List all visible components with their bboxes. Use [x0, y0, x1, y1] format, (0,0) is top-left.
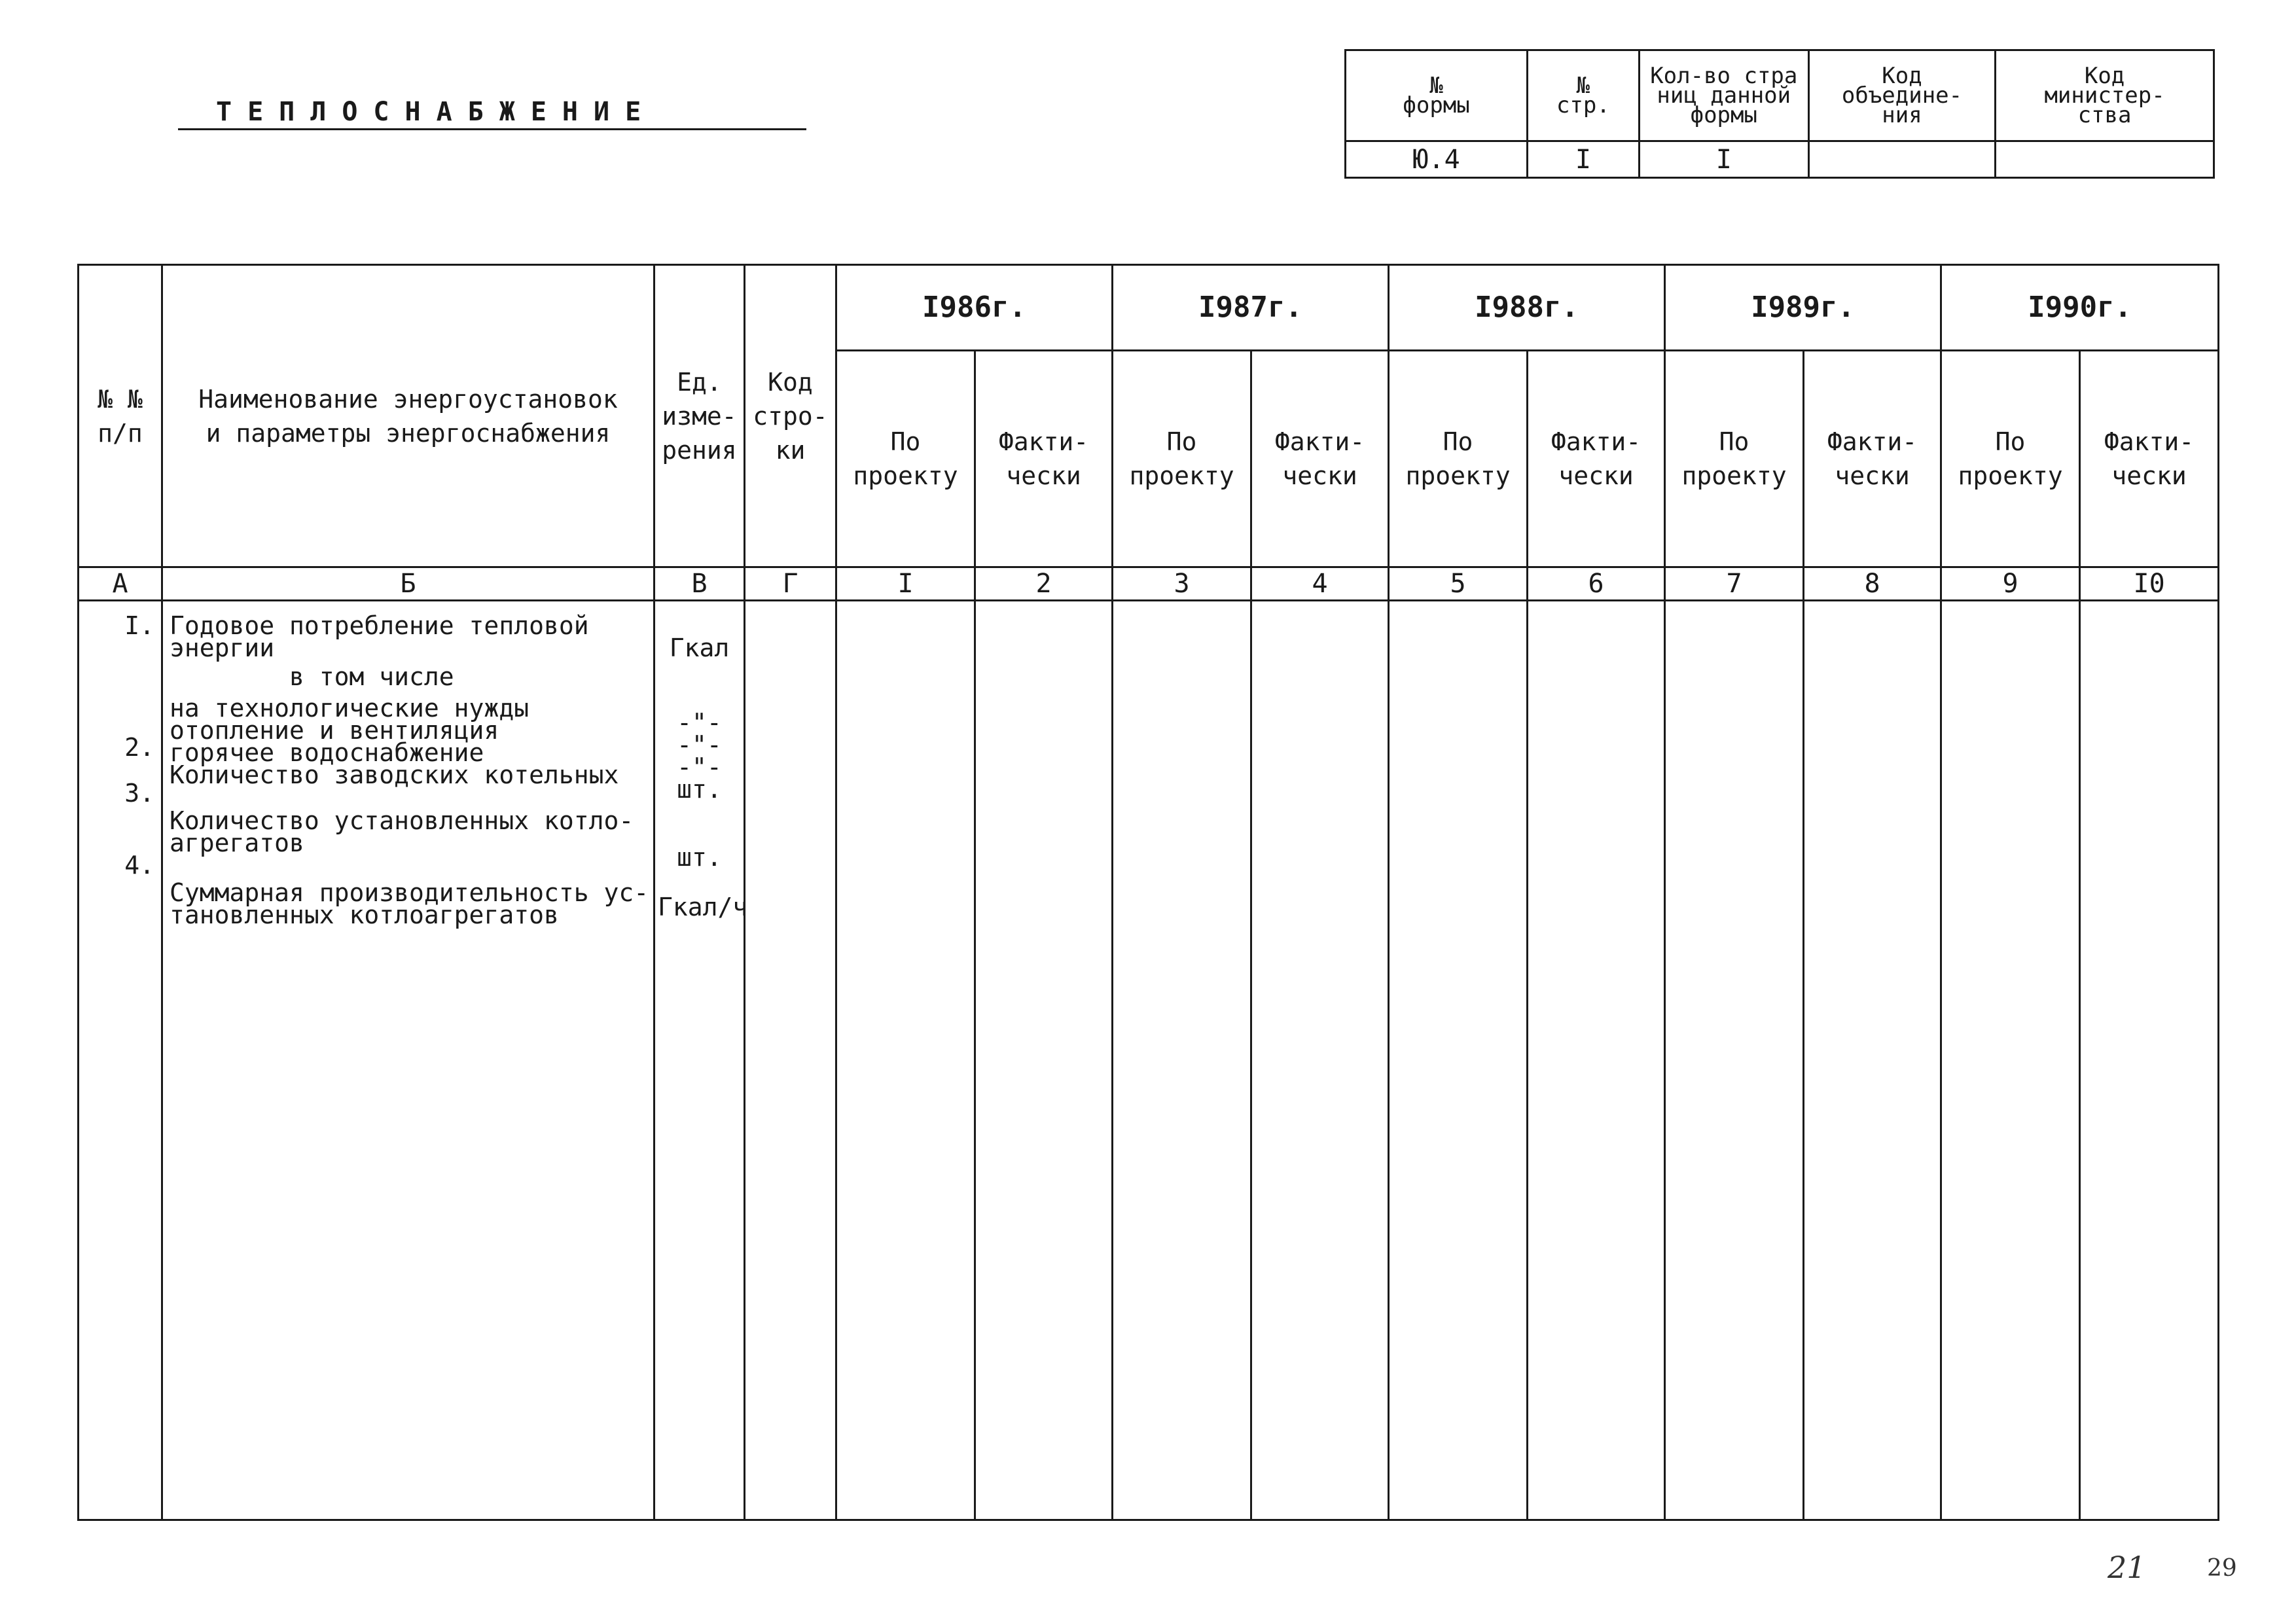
column-letter: А	[79, 567, 162, 601]
handwritten-sheet-number: 21	[2108, 1550, 2146, 1585]
ministry-code-value	[1996, 141, 2214, 178]
year-header: I989г.	[1665, 265, 1941, 351]
actual-header: Факти- чески	[975, 351, 1113, 567]
plan-header: По проекту	[1113, 351, 1251, 567]
column-letter: 9	[1941, 567, 2080, 601]
row-name: Суммарная производительность ус- тановленных котлоагрегатов	[170, 878, 649, 929]
col-header-code: Код стро- ки	[745, 265, 836, 567]
year-header: I990г.	[1941, 265, 2219, 351]
col-header-num: № № п/п	[79, 265, 162, 567]
column-letter: 3	[1113, 567, 1251, 601]
column-letter: I	[836, 567, 975, 601]
data-cell	[1113, 601, 1251, 1520]
col-header-unit: Ед. изме- рения	[655, 265, 745, 567]
page-number-header: № стр.	[1528, 50, 1640, 141]
row-unit: -"- -"- -"-	[677, 708, 722, 781]
year-header: I988г.	[1389, 265, 1665, 351]
col-header-name: Наименование энергоустановок и параметры энергоснабжения	[162, 265, 655, 567]
column-letter: I0	[2080, 567, 2219, 601]
row-unit: Гкал	[669, 633, 730, 662]
data-cell	[1389, 601, 1528, 1520]
row-number: 2.	[124, 733, 154, 762]
form-title: ТЕПЛОСНАБЖЕНИЕ	[216, 97, 657, 127]
page-number: 29	[2207, 1555, 2237, 1582]
row-name: Количество установленных котло- агрегатов	[170, 806, 634, 857]
row-unit: шт.	[677, 775, 722, 804]
page-count-value: I	[1639, 141, 1808, 178]
year-header: I986г.	[836, 265, 1113, 351]
row-numbers-cell	[79, 601, 162, 1520]
form-number-value: Ю.4	[1346, 141, 1528, 178]
plan-header: По проекту	[836, 351, 975, 567]
form-info-table	[1344, 49, 2215, 179]
row-number: I.	[124, 611, 154, 640]
ministry-code-header: Код министер- ства	[1996, 50, 2214, 141]
actual-header: Факти- чески	[1251, 351, 1389, 567]
row-number: 4.	[124, 851, 154, 880]
year-header: I987г.	[1113, 265, 1389, 351]
column-letter: 7	[1665, 567, 1804, 601]
column-letter: Г	[745, 567, 836, 601]
actual-header: Факти- чески	[1804, 351, 1941, 567]
data-cell	[1528, 601, 1665, 1520]
data-cell	[2080, 601, 2219, 1520]
data-cell	[1665, 601, 1804, 1520]
data-cell	[1941, 601, 2080, 1520]
column-letter: 4	[1251, 567, 1389, 601]
association-code-value	[1808, 141, 1995, 178]
data-cell	[975, 601, 1113, 1520]
row-name: Количество заводских котельных	[170, 760, 619, 789]
column-letter: В	[655, 567, 745, 601]
column-letter: 5	[1389, 567, 1528, 601]
column-letter: 8	[1804, 567, 1941, 601]
data-cell	[1804, 601, 1941, 1520]
row-code-cell	[745, 601, 836, 1520]
row-name: в том числе	[170, 662, 454, 691]
plan-header: По проекту	[1665, 351, 1804, 567]
form-number-header: № формы	[1346, 50, 1528, 141]
column-letter: 6	[1528, 567, 1665, 601]
row-units-cell	[655, 601, 748, 1520]
page-count-header: Кол-во стра ниц данной формы	[1639, 50, 1808, 141]
row-unit: шт.	[677, 843, 722, 872]
heat-supply-table	[77, 264, 2219, 1521]
plan-header: По проекту	[1389, 351, 1528, 567]
title-underline	[178, 128, 806, 130]
association-code-header: Код объедине- ния	[1808, 50, 1995, 141]
plan-header: По проекту	[1941, 351, 2080, 567]
row-names-cell	[162, 601, 655, 1520]
row-name: Годовое потребление тепловой энергии	[170, 611, 589, 662]
column-letter: Б	[162, 567, 655, 601]
row-name: на технологические нужды отопление и вентиляция горячее водоснабжение	[170, 694, 529, 767]
page-number-value: I	[1528, 141, 1640, 178]
row-unit: Гкал/ч	[658, 893, 748, 921]
data-cell	[1251, 601, 1389, 1520]
data-cell	[836, 601, 975, 1520]
actual-header: Факти- чески	[2080, 351, 2219, 567]
row-number: 3.	[124, 779, 154, 808]
actual-header: Факти- чески	[1528, 351, 1665, 567]
column-letter: 2	[975, 567, 1113, 601]
